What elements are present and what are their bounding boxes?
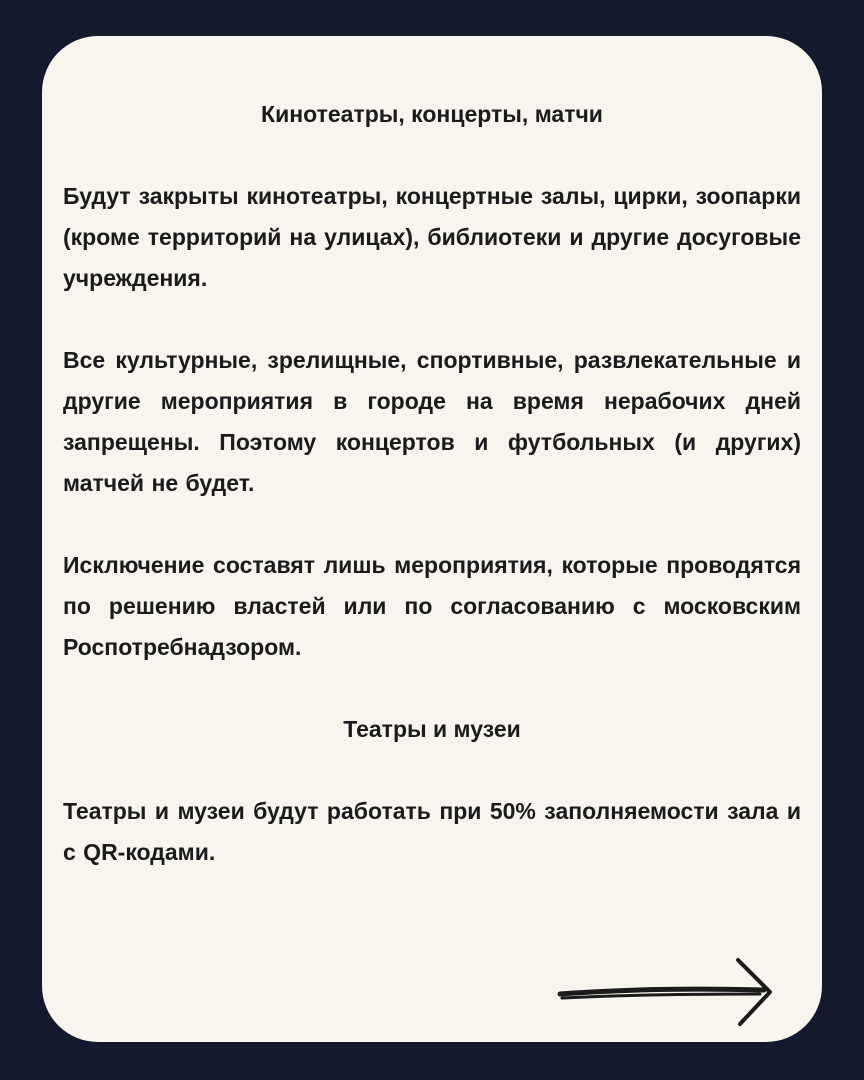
paragraph-closures: Будут закрыты кинотеатры, концертные залы, цирки, зоопарки (кроме территорий на улицах), библиотеки и другие досуговые учреждения. — [63, 183, 801, 291]
content-card — [42, 36, 822, 1042]
paragraph-exceptions: Исключение составят лишь мероприятия, которые проводятся по решению властей или по согласованию с московским Роспотребнадзором. — [63, 552, 801, 660]
arrow-right-icon[interactable] — [552, 948, 782, 1028]
section-heading-cinemas: Кинотеатры, концерты, матчи — [261, 101, 603, 127]
section-heading-theatres: Театры и музеи — [343, 716, 521, 742]
paragraph-theatres: Театры и музеи будут работать при 50% заполняемости зала и с QR-кодами. — [63, 798, 801, 865]
article-body — [63, 94, 801, 873]
paragraph-events-ban: Все культурные, зрелищные, спортивные, развлекательные и другие мероприятия в городе на время нерабочих дней запрещены. Поэтому концертов и футбольных (и других) матчей не будет. — [63, 347, 801, 496]
